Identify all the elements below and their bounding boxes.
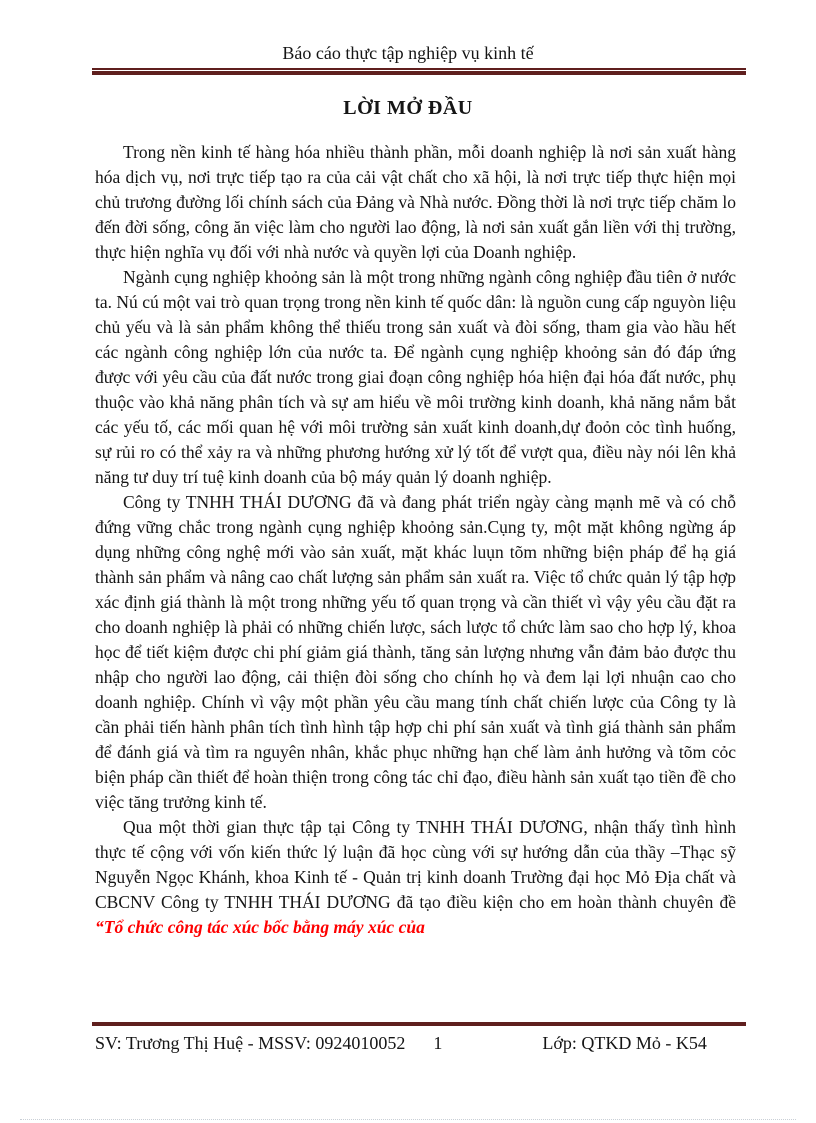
body-paragraph: Ngành cụng nghiệp khoỏng sản là một trong những ngành công nghiệp đầu tiên ở nước ta. Nú cú một vai trò quan trọng trong nền kinh tế quốc dân: là nguồn cung cấp nguyòn liệu chủ yếu và là sản phẩm không thể thiếu trong sản xuất và đòi sống, tham gia vào hầu hết các ngành công nghiệp lớn của nước ta. Để ngành cụng nghiệp khoỏng sản đó đáp ứng được với yêu cầu của đất nước trong giai đoạn công nghiệp hóa hiện đại hóa đất nước, phụ thuộc vào khả năng phân tích và sự am hiểu về môi trường kinh doanh, khả năng nắm bắt các yếu tố, các mối quan hệ với môi trường sản xuất kinh doanh,dự đoỏn cỏc tình huống, sự rủi ro có thể xảy ra và những phương hướng xử lý tốt để vượt qua, điều này nói lên khả năng tư duy trí tuệ kinh doanh của bộ máy quản lý doanh nghiệp. bbox=[95, 267, 736, 487]
thesis-title-highlight: “Tổ chức công tác xúc bốc bằng máy xúc của bbox=[95, 917, 425, 937]
header-rule bbox=[92, 68, 746, 75]
body-paragraph: Trong nền kinh tế hàng hóa nhiều thành phần, mỗi doanh nghiệp là nơi sản xuất hàng hóa dịch vụ, nơi trực tiếp tạo ra của cải vật chất cho xã hội, là nơi trực tiếp thực hiện mọi chủ trương đường lối chính sách của Đảng và Nhà nước. Đồng thời là nơi trực tiếp chăm lo đến đời sống, công ăn việc làm cho người lao động, là nơi sản xuất gắn liền với thị trường, thực hiện nghĩa vụ đối với nhà nước và quyền lợi của Doanh nghiệp. bbox=[95, 142, 736, 262]
footer-class-info: Lớp: QTKD Mỏ - K54 bbox=[542, 1033, 707, 1053]
paragraph-text-run: Qua một thời gian thực tập tại Công ty TNHH THÁI DƯƠNG, nhận thấy tình hình thực tế cộng với vốn kiến thức lý luận đã học cùng với sự hướng dẫn của thầy –Thạc sỹ Nguyễn Ngọc Khánh, khoa Kinh tế - Quản trị kinh doanh Trường đại học Mỏ Địa chất và CBCNV Công ty TNHH THÁI DƯƠNG đã tạo điều kiện cho em hoàn thành chuyên đề bbox=[95, 817, 736, 912]
page-number: 1 bbox=[433, 1033, 443, 1053]
body-paragraph: Công ty TNHH THÁI DƯƠNG đã và đang phát triển ngày càng mạnh mẽ và có chỗ đứng vững chắc trong ngành cụng nghiệp khoỏng sản.Cụng ty, một mặt không ngừng áp dụng những công nghệ mới vào sản xuất, mặt khác luụn tõm những biện pháp để hạ giá thành sản phẩm và nâng cao chất lượng sản phẩm sản xuất ra. Việc tổ chức quản lý tập hợp xác định giá thành là một trong những yếu tố quan trọng và cần thiết vì vậy yêu cầu đặt ra cho doanh nghiệp là phải có những chiến lược, sách lược tổ chức làm sao cho hợp lý, khoa học để tiết kiệm được chi phí giảm giá thành, tăng sản lượng nhưng vẫn đảm bảo được thu nhập cho người lao động, cải thiện đòi sống cho chính họ và đem lại lợi nhuận cao cho doanh nghiệp. Chính vì vậy một phần yêu cầu mang tính chất chiến lược của Công ty là cần phải tiến hành phân tích tình hình tập hợp chi phí sản xuất và tình giá thành sản phẩm để đánh giá và tìm ra nguyên nhân, khắc phục những hạn chế làm ảnh hưởng và tõm cỏc biện pháp cần thiết để hoàn thiện trong công tác chỉ đạo, điều hành sản xuất tạo tiền đề cho việc tăng trưởng kinh tế. bbox=[95, 492, 736, 812]
document-body bbox=[95, 140, 736, 940]
footer-student-info: SV: Trương Thị Huệ - MSSV: 0924010052 bbox=[95, 1033, 406, 1053]
body-paragraph bbox=[95, 815, 736, 940]
footer-rule bbox=[92, 1022, 746, 1026]
page-bottom-edge bbox=[20, 1119, 796, 1120]
page-footer bbox=[95, 1033, 736, 1054]
page-title: LỜI MỞ ĐẦU bbox=[343, 97, 473, 119]
running-header: Báo cáo thực tập nghiệp vụ kinh tế bbox=[282, 43, 534, 63]
